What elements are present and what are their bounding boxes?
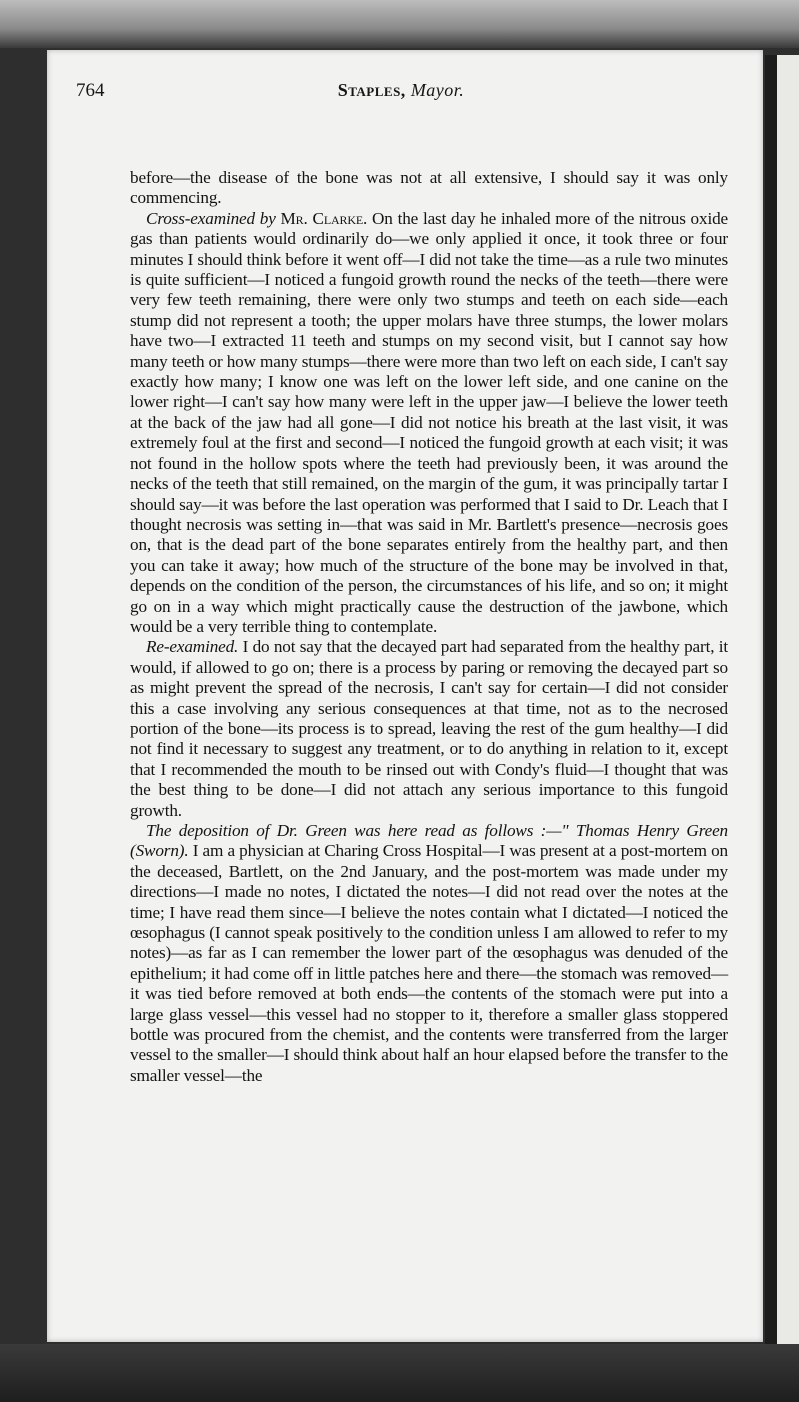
counsel-name: Mr. Clarke. bbox=[280, 208, 368, 228]
paragraph-text: On the last day he inhaled more of the nitrous oxide gas than patients would ordinarily do—we only applied it once, it took three or four minutes I should think before it went off—I did not take the time—as a rule two minutes is quite sufficient—I noticed a fungoid growth round the necks of the teeth—there were very few teeth remaining, there were only two stumps and teeth on each side—each stump did not represent a tooth; the upper molars have three stumps, the lower molars have two—I extracted 11 teeth and stumps on my second visit, but I cannot say how many teeth or how many stumps—there were more than two left on each side, I can't say exactly how many; I know one was left on the lower left side, and one canine on the lower right—I can't say how many were left in the upper jaw—I believe the lower teeth at the back of the jaw had all gone—I did not notice his breath at the last visit, it was extremely foul at the first and second—I noticed the fungoid growth at each visit; it was not found in the hollow spots where the teeth had previously been, it was around the necks of the teeth that still remained, on the margin of the gum, it was principally tartar I should say—it was before the last operation was performed that I said to Dr. Leach that I thought necrosis was setting in—that was said in Mr. Bartlett's presence—necrosis goes on, that is the dead part of the bone separates entirely from the healthy part, and then you can take it away; how much of the structure of the bone may be involved in that, depends on the condition of the person, the circumstances of his life, and so on; it might go on in a way which might practically cause the destruction of the jawbone, which would be a very terrible thing to contemplate. bbox=[130, 208, 728, 636]
paragraph-deposition bbox=[130, 821, 728, 1086]
paragraph-continuation bbox=[130, 168, 728, 209]
paragraph-text: before—the disease of the bone was not at all extensive, I should say it was only commencing. bbox=[130, 168, 728, 208]
paragraph-text: I am a physician at Charing Cross Hospital—I was present at a post-mortem on the deceased, Bartlett, on the 2nd January, and the post-mortem was made under my directions—I made no notes, I dictated the notes—I did not read over the notes at the time; I have read them since—I believe the notes contain what I dictated—I noticed the œsophagus (I cannot speak positively to the condition unless I am allowed to refer to my notes)—as far as I can remember the lower part of the œsophagus was denuded of the epithelium; it had come off in little patches here and there—the stomach was removed—it was tied before removed at both ends—the contents of the stomach were put into a large glass vessel—this vessel had no stopper to it, therefore a smaller glass stoppered bottle was procured from the chemist, and the contents were transferred from the larger vessel to the smaller—I should think about half an hour elapsed before the transfer to the smaller vessel—the bbox=[130, 841, 728, 1085]
scan-bottom-margin bbox=[0, 1344, 799, 1402]
running-head-title: Mayor. bbox=[410, 80, 465, 100]
running-head-name: Staples, bbox=[337, 80, 406, 100]
page-body bbox=[130, 168, 728, 1086]
facing-page-edge bbox=[765, 55, 799, 1345]
scan-top-margin bbox=[0, 0, 799, 48]
paragraph-cross-examination bbox=[130, 209, 728, 638]
page-number: 764 bbox=[76, 80, 105, 101]
paragraph-text: I do not say that the decayed part had separated from the healthy part, it would, if allowed to go on; there is a process by paring or removing the decayed part so as might prevent the spread of the necrosis, I can't say for certain—I did not consider this a case involving any serious consequences at that time, not as to the necrosed portion of the bone—its process is to spread, leaving the rest of the gum healthy—I did not find it necessary to suggest any treatment, or to do anything in relation to it, except that I recommended the mouth to be rinsed out with Condy's fluid—I thought that was the best thing to be done—I did not attach any serious importance to this fungoid growth. bbox=[130, 637, 728, 820]
paragraph-lead: Re-examined. bbox=[146, 637, 239, 657]
paragraph-re-examination bbox=[130, 637, 728, 821]
running-head bbox=[76, 80, 726, 101]
page-header bbox=[76, 80, 726, 104]
paragraph-lead: Cross-examined by bbox=[146, 208, 276, 228]
paragraph-lead: The deposition of Dr. Green was here read as follows :—" Thomas Henry Green (Sworn). bbox=[130, 821, 728, 861]
